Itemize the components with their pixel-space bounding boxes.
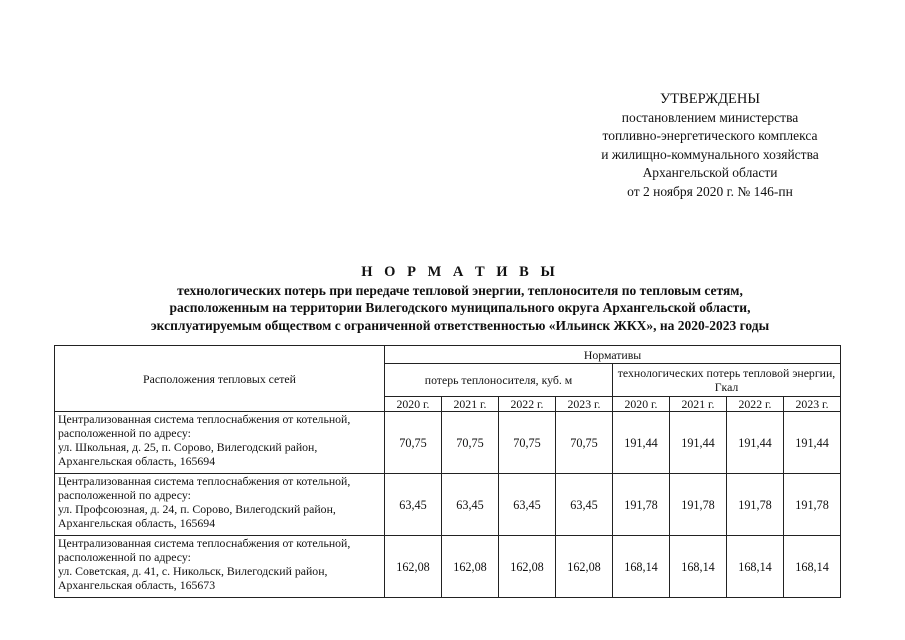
value-cell: 162,08 — [556, 536, 613, 598]
title-line: технологических потерь при передаче тепловой энергии, теплоносителя по тепловым сетям, — [177, 283, 743, 299]
approval-line: и жилищно-коммунального хозяйства — [601, 146, 819, 162]
title-main: Н О Р М А Т И В Ы — [361, 264, 559, 280]
location-line: Централизованная система теплоснабжения от котельной, — [58, 412, 351, 426]
value-cell: 63,45 — [556, 474, 613, 536]
location-line: ул. Профсоюзная, д. 24, п. Сорово, Вилегодский район, — [58, 502, 336, 516]
value-cell: 63,45 — [442, 474, 499, 536]
approval-heading: УТВЕРЖДЕНЫ — [659, 91, 761, 107]
location-line: ул. Школьная, д. 25, п. Сорово, Вилегодский район, — [58, 440, 318, 454]
value-cell: 191,44 — [670, 412, 727, 474]
year-header: 2021 г. — [442, 397, 499, 412]
value-cell: 191,78 — [670, 474, 727, 536]
location-line: Централизованная система теплоснабжения от котельной, — [58, 474, 351, 488]
year-header: 2020 г. — [385, 397, 442, 412]
approval-line: топливно-энергетического комплекса — [602, 128, 818, 143]
location-line: расположенной по адресу: — [58, 488, 191, 502]
year-header: 2023 г. — [556, 397, 613, 412]
table-row — [55, 474, 841, 536]
value-cell: 168,14 — [784, 536, 841, 598]
coolant-loss-header: потерь теплоносителя, куб. м — [385, 364, 613, 397]
value-cell: 168,14 — [613, 536, 670, 598]
value-cell: 191,78 — [727, 474, 784, 536]
location-line: Архангельская область, 165694 — [58, 516, 216, 530]
value-cell: 191,78 — [613, 474, 670, 536]
value-cell: 70,75 — [556, 412, 613, 474]
title-line: эксплуатируемым обществом с ограниченной ответственностью «Ильинск ЖКХ», на 2020-2023 годы — [150, 317, 770, 333]
approval-line: от 2 ноября 2020 г. № 146-пн — [627, 183, 793, 199]
approval-line: Архангельской области — [642, 165, 778, 180]
location-line: Архангельская область, 165694 — [58, 454, 216, 468]
year-header: 2022 г. — [499, 397, 556, 412]
approval-line: постановлением министерства — [621, 109, 799, 125]
norms-header: Нормативы — [385, 346, 841, 364]
value-cell: 191,44 — [613, 412, 670, 474]
value-cell: 162,08 — [442, 536, 499, 598]
location-header: Расположения тепловых сетей — [55, 346, 385, 412]
location-line: расположенной по адресу: — [58, 426, 191, 440]
value-cell: 162,08 — [499, 536, 556, 598]
year-header: 2023 г. — [784, 397, 841, 412]
value-cell: 63,45 — [499, 474, 556, 536]
title-line: расположенным на территории Вилегодского муниципального округа Архангельской области, — [169, 300, 751, 316]
year-header: 2022 г. — [727, 397, 784, 412]
value-cell: 191,78 — [784, 474, 841, 536]
location-cell — [55, 412, 385, 474]
document-title — [60, 264, 860, 334]
value-cell: 168,14 — [727, 536, 784, 598]
value-cell: 168,14 — [670, 536, 727, 598]
year-header: 2021 г. — [670, 397, 727, 412]
location-line: Централизованная система теплоснабжения от котельной, — [58, 536, 351, 550]
norms-table — [54, 345, 841, 598]
value-cell: 70,75 — [442, 412, 499, 474]
table-row — [55, 412, 841, 474]
year-header: 2020 г. — [613, 397, 670, 412]
value-cell: 191,44 — [727, 412, 784, 474]
location-line: расположенной по адресу: — [58, 550, 191, 564]
approval-stamp — [560, 90, 860, 201]
location-line: Архангельская область, 165673 — [58, 578, 216, 592]
value-cell: 191,44 — [784, 412, 841, 474]
value-cell: 162,08 — [385, 536, 442, 598]
table-row — [55, 536, 841, 598]
value-cell: 70,75 — [385, 412, 442, 474]
location-cell — [55, 474, 385, 536]
heat-loss-header: технологических потерь тепловой энергии, Гкал — [613, 364, 841, 397]
value-cell: 63,45 — [385, 474, 442, 536]
location-line: ул. Советская, д. 41, с. Никольск, Вилегодский район, — [58, 564, 328, 578]
value-cell: 70,75 — [499, 412, 556, 474]
location-cell — [55, 536, 385, 598]
